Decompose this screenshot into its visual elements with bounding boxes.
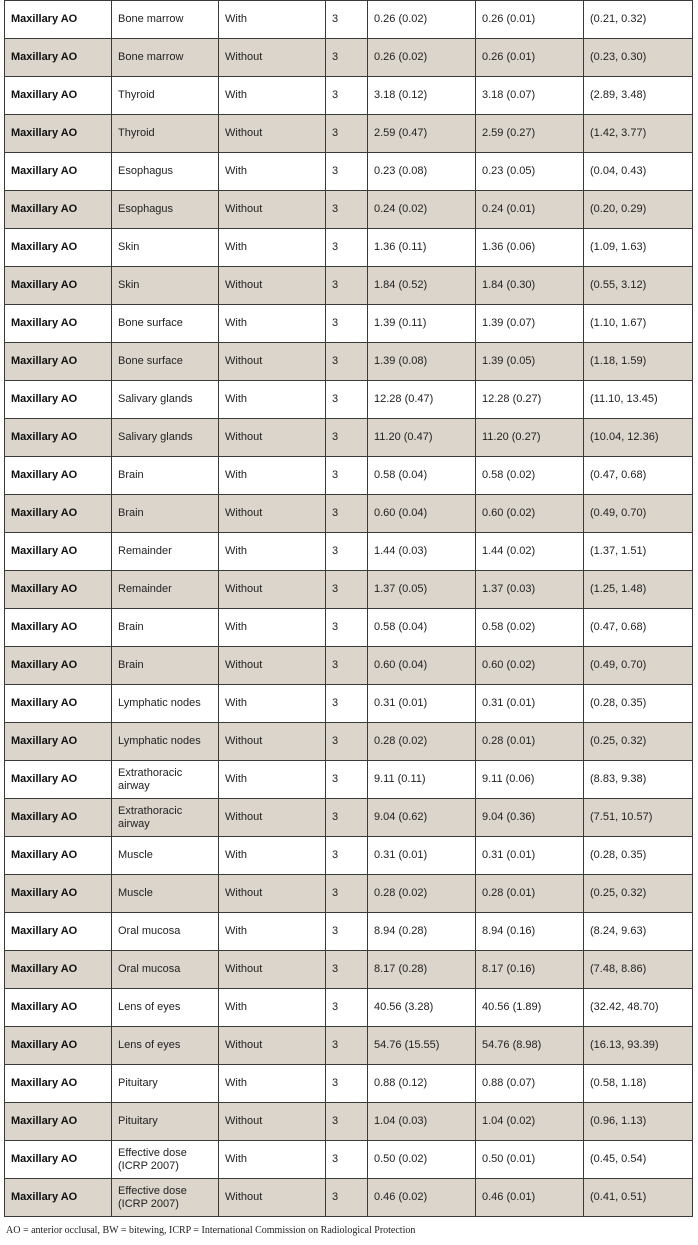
cell-collar: Without bbox=[219, 191, 326, 229]
table-row bbox=[5, 799, 693, 837]
cell-collar: With bbox=[219, 685, 326, 723]
table-row bbox=[5, 115, 693, 153]
table-row bbox=[5, 1179, 693, 1217]
table-row bbox=[5, 419, 693, 457]
cell-mean-sd: 0.46 (0.02) bbox=[368, 1179, 476, 1217]
cell-ci: (0.49, 0.70) bbox=[584, 647, 693, 685]
cell-ci: (0.41, 0.51) bbox=[584, 1179, 693, 1217]
cell-mean-sd: 0.58 (0.04) bbox=[368, 609, 476, 647]
table-row bbox=[5, 647, 693, 685]
cell-organ: Skin bbox=[112, 229, 219, 267]
cell-collar: With bbox=[219, 1141, 326, 1179]
cell-organ: Brain bbox=[112, 647, 219, 685]
cell-ci: (11.10, 13.45) bbox=[584, 381, 693, 419]
cell-ci: (0.28, 0.35) bbox=[584, 837, 693, 875]
cell-mean-se: 0.24 (0.01) bbox=[476, 191, 584, 229]
cell-collar: With bbox=[219, 609, 326, 647]
cell-mean-se: 0.60 (0.02) bbox=[476, 495, 584, 533]
cell-exam: Maxillary AO bbox=[5, 1179, 112, 1217]
cell-n: 3 bbox=[326, 267, 368, 305]
cell-mean-sd: 9.04 (0.62) bbox=[368, 799, 476, 837]
cell-mean-se: 1.44 (0.02) bbox=[476, 533, 584, 571]
cell-organ: Extrathoracic airway bbox=[112, 761, 219, 799]
cell-collar: With bbox=[219, 305, 326, 343]
cell-n: 3 bbox=[326, 1179, 368, 1217]
cell-n: 3 bbox=[326, 1027, 368, 1065]
cell-n: 3 bbox=[326, 77, 368, 115]
cell-exam: Maxillary AO bbox=[5, 153, 112, 191]
cell-mean-se: 0.58 (0.02) bbox=[476, 609, 584, 647]
table-row bbox=[5, 267, 693, 305]
cell-collar: Without bbox=[219, 267, 326, 305]
cell-exam: Maxillary AO bbox=[5, 1, 112, 39]
table-row bbox=[5, 571, 693, 609]
cell-mean-se: 1.36 (0.06) bbox=[476, 229, 584, 267]
cell-organ: Effective dose (ICRP 2007) bbox=[112, 1179, 219, 1217]
cell-organ: Oral mucosa bbox=[112, 913, 219, 951]
cell-mean-se: 0.31 (0.01) bbox=[476, 685, 584, 723]
cell-ci: (8.83, 9.38) bbox=[584, 761, 693, 799]
cell-mean-se: 12.28 (0.27) bbox=[476, 381, 584, 419]
cell-ci: (7.51, 10.57) bbox=[584, 799, 693, 837]
table-row bbox=[5, 495, 693, 533]
cell-organ: Lens of eyes bbox=[112, 1027, 219, 1065]
cell-organ: Lymphatic nodes bbox=[112, 723, 219, 761]
cell-organ: Bone marrow bbox=[112, 39, 219, 77]
cell-ci: (0.45, 0.54) bbox=[584, 1141, 693, 1179]
cell-ci: (0.25, 0.32) bbox=[584, 875, 693, 913]
cell-exam: Maxillary AO bbox=[5, 1103, 112, 1141]
cell-mean-sd: 1.36 (0.11) bbox=[368, 229, 476, 267]
cell-n: 3 bbox=[326, 1141, 368, 1179]
cell-n: 3 bbox=[326, 723, 368, 761]
cell-ci: (0.47, 0.68) bbox=[584, 609, 693, 647]
cell-collar: With bbox=[219, 913, 326, 951]
table-row bbox=[5, 1065, 693, 1103]
cell-mean-se: 1.39 (0.07) bbox=[476, 305, 584, 343]
cell-collar: Without bbox=[219, 951, 326, 989]
table-row bbox=[5, 685, 693, 723]
cell-collar: Without bbox=[219, 495, 326, 533]
cell-mean-sd: 12.28 (0.47) bbox=[368, 381, 476, 419]
cell-ci: (0.58, 1.18) bbox=[584, 1065, 693, 1103]
cell-n: 3 bbox=[326, 609, 368, 647]
cell-organ: Skin bbox=[112, 267, 219, 305]
cell-n: 3 bbox=[326, 571, 368, 609]
cell-exam: Maxillary AO bbox=[5, 1141, 112, 1179]
cell-mean-se: 11.20 (0.27) bbox=[476, 419, 584, 457]
cell-collar: Without bbox=[219, 115, 326, 153]
cell-exam: Maxillary AO bbox=[5, 267, 112, 305]
cell-n: 3 bbox=[326, 1, 368, 39]
cell-n: 3 bbox=[326, 951, 368, 989]
cell-mean-sd: 8.17 (0.28) bbox=[368, 951, 476, 989]
cell-exam: Maxillary AO bbox=[5, 761, 112, 799]
cell-organ: Remainder bbox=[112, 533, 219, 571]
table-row bbox=[5, 191, 693, 229]
cell-mean-sd: 9.11 (0.11) bbox=[368, 761, 476, 799]
cell-organ: Muscle bbox=[112, 875, 219, 913]
cell-mean-sd: 54.76 (15.55) bbox=[368, 1027, 476, 1065]
table-row bbox=[5, 1027, 693, 1065]
table-row bbox=[5, 1103, 693, 1141]
cell-organ: Extrathoracic airway bbox=[112, 799, 219, 837]
cell-ci: (2.89, 3.48) bbox=[584, 77, 693, 115]
cell-collar: With bbox=[219, 153, 326, 191]
cell-n: 3 bbox=[326, 229, 368, 267]
cell-n: 3 bbox=[326, 191, 368, 229]
cell-mean-se: 0.60 (0.02) bbox=[476, 647, 584, 685]
cell-exam: Maxillary AO bbox=[5, 571, 112, 609]
cell-mean-se: 54.76 (8.98) bbox=[476, 1027, 584, 1065]
cell-mean-sd: 1.37 (0.05) bbox=[368, 571, 476, 609]
table-row bbox=[5, 305, 693, 343]
cell-organ: Salivary glands bbox=[112, 419, 219, 457]
cell-exam: Maxillary AO bbox=[5, 609, 112, 647]
table-row bbox=[5, 533, 693, 571]
cell-ci: (10.04, 12.36) bbox=[584, 419, 693, 457]
cell-organ: Bone surface bbox=[112, 343, 219, 381]
cell-n: 3 bbox=[326, 1103, 368, 1141]
cell-exam: Maxillary AO bbox=[5, 39, 112, 77]
cell-mean-se: 0.58 (0.02) bbox=[476, 457, 584, 495]
cell-organ: Pituitary bbox=[112, 1103, 219, 1141]
table-row bbox=[5, 457, 693, 495]
cell-organ: Effective dose (ICRP 2007) bbox=[112, 1141, 219, 1179]
cell-mean-sd: 0.31 (0.01) bbox=[368, 837, 476, 875]
cell-exam: Maxillary AO bbox=[5, 951, 112, 989]
cell-organ: Oral mucosa bbox=[112, 951, 219, 989]
dose-table bbox=[4, 0, 693, 1217]
cell-collar: Without bbox=[219, 647, 326, 685]
cell-organ: Pituitary bbox=[112, 1065, 219, 1103]
cell-collar: With bbox=[219, 761, 326, 799]
cell-organ: Bone marrow bbox=[112, 1, 219, 39]
cell-mean-se: 9.04 (0.36) bbox=[476, 799, 584, 837]
cell-n: 3 bbox=[326, 343, 368, 381]
cell-mean-se: 0.31 (0.01) bbox=[476, 837, 584, 875]
cell-mean-se: 2.59 (0.27) bbox=[476, 115, 584, 153]
cell-mean-se: 8.17 (0.16) bbox=[476, 951, 584, 989]
cell-exam: Maxillary AO bbox=[5, 647, 112, 685]
cell-n: 3 bbox=[326, 799, 368, 837]
cell-mean-se: 0.88 (0.07) bbox=[476, 1065, 584, 1103]
cell-organ: Muscle bbox=[112, 837, 219, 875]
cell-mean-sd: 0.26 (0.02) bbox=[368, 1, 476, 39]
cell-mean-se: 0.26 (0.01) bbox=[476, 1, 584, 39]
cell-exam: Maxillary AO bbox=[5, 1027, 112, 1065]
cell-ci: (1.18, 1.59) bbox=[584, 343, 693, 381]
cell-organ: Lymphatic nodes bbox=[112, 685, 219, 723]
cell-ci: (1.25, 1.48) bbox=[584, 571, 693, 609]
cell-ci: (0.47, 0.68) bbox=[584, 457, 693, 495]
cell-exam: Maxillary AO bbox=[5, 305, 112, 343]
cell-collar: Without bbox=[219, 799, 326, 837]
cell-n: 3 bbox=[326, 685, 368, 723]
cell-n: 3 bbox=[326, 153, 368, 191]
cell-mean-sd: 0.58 (0.04) bbox=[368, 457, 476, 495]
cell-mean-se: 8.94 (0.16) bbox=[476, 913, 584, 951]
cell-ci: (0.23, 0.30) bbox=[584, 39, 693, 77]
cell-mean-se: 0.28 (0.01) bbox=[476, 875, 584, 913]
cell-mean-se: 1.37 (0.03) bbox=[476, 571, 584, 609]
cell-collar: Without bbox=[219, 723, 326, 761]
cell-mean-sd: 0.60 (0.04) bbox=[368, 647, 476, 685]
cell-exam: Maxillary AO bbox=[5, 533, 112, 571]
cell-mean-sd: 1.04 (0.03) bbox=[368, 1103, 476, 1141]
cell-mean-sd: 1.84 (0.52) bbox=[368, 267, 476, 305]
cell-exam: Maxillary AO bbox=[5, 913, 112, 951]
cell-organ: Lens of eyes bbox=[112, 989, 219, 1027]
cell-collar: Without bbox=[219, 1027, 326, 1065]
cell-mean-sd: 0.50 (0.02) bbox=[368, 1141, 476, 1179]
cell-collar: Without bbox=[219, 1103, 326, 1141]
table-row bbox=[5, 989, 693, 1027]
cell-mean-sd: 40.56 (3.28) bbox=[368, 989, 476, 1027]
cell-ci: (32.42, 48.70) bbox=[584, 989, 693, 1027]
cell-n: 3 bbox=[326, 495, 368, 533]
cell-mean-se: 1.84 (0.30) bbox=[476, 267, 584, 305]
cell-exam: Maxillary AO bbox=[5, 191, 112, 229]
cell-collar: With bbox=[219, 381, 326, 419]
cell-collar: Without bbox=[219, 571, 326, 609]
table-row bbox=[5, 77, 693, 115]
cell-collar: Without bbox=[219, 39, 326, 77]
cell-n: 3 bbox=[326, 837, 368, 875]
cell-organ: Brain bbox=[112, 457, 219, 495]
cell-collar: With bbox=[219, 837, 326, 875]
cell-exam: Maxillary AO bbox=[5, 685, 112, 723]
cell-ci: (0.55, 3.12) bbox=[584, 267, 693, 305]
cell-ci: (7.48, 8.86) bbox=[584, 951, 693, 989]
cell-organ: Esophagus bbox=[112, 153, 219, 191]
cell-n: 3 bbox=[326, 647, 368, 685]
cell-mean-se: 0.23 (0.05) bbox=[476, 153, 584, 191]
cell-organ: Remainder bbox=[112, 571, 219, 609]
cell-ci: (0.49, 0.70) bbox=[584, 495, 693, 533]
cell-exam: Maxillary AO bbox=[5, 457, 112, 495]
cell-ci: (1.37, 1.51) bbox=[584, 533, 693, 571]
cell-ci: (0.96, 1.13) bbox=[584, 1103, 693, 1141]
cell-collar: Without bbox=[219, 875, 326, 913]
cell-n: 3 bbox=[326, 875, 368, 913]
cell-mean-se: 0.50 (0.01) bbox=[476, 1141, 584, 1179]
cell-ci: (0.28, 0.35) bbox=[584, 685, 693, 723]
cell-organ: Bone surface bbox=[112, 305, 219, 343]
cell-mean-sd: 0.26 (0.02) bbox=[368, 39, 476, 77]
cell-exam: Maxillary AO bbox=[5, 989, 112, 1027]
cell-mean-sd: 8.94 (0.28) bbox=[368, 913, 476, 951]
cell-n: 3 bbox=[326, 381, 368, 419]
cell-mean-se: 0.46 (0.01) bbox=[476, 1179, 584, 1217]
cell-exam: Maxillary AO bbox=[5, 115, 112, 153]
cell-collar: With bbox=[219, 989, 326, 1027]
cell-ci: (0.25, 0.32) bbox=[584, 723, 693, 761]
cell-organ: Brain bbox=[112, 609, 219, 647]
table-row bbox=[5, 343, 693, 381]
cell-mean-se: 0.26 (0.01) bbox=[476, 39, 584, 77]
cell-mean-se: 40.56 (1.89) bbox=[476, 989, 584, 1027]
cell-mean-se: 1.04 (0.02) bbox=[476, 1103, 584, 1141]
table-row bbox=[5, 951, 693, 989]
cell-exam: Maxillary AO bbox=[5, 419, 112, 457]
cell-collar: With bbox=[219, 1065, 326, 1103]
cell-organ: Thyroid bbox=[112, 77, 219, 115]
table-row bbox=[5, 381, 693, 419]
table-row bbox=[5, 875, 693, 913]
cell-collar: With bbox=[219, 77, 326, 115]
cell-n: 3 bbox=[326, 913, 368, 951]
cell-ci: (0.20, 0.29) bbox=[584, 191, 693, 229]
cell-ci: (16.13, 93.39) bbox=[584, 1027, 693, 1065]
table-row bbox=[5, 1, 693, 39]
cell-exam: Maxillary AO bbox=[5, 1065, 112, 1103]
cell-mean-sd: 2.59 (0.47) bbox=[368, 115, 476, 153]
cell-n: 3 bbox=[326, 533, 368, 571]
table-row bbox=[5, 609, 693, 647]
table-row bbox=[5, 39, 693, 77]
cell-ci: (0.04, 0.43) bbox=[584, 153, 693, 191]
cell-exam: Maxillary AO bbox=[5, 229, 112, 267]
table-row bbox=[5, 913, 693, 951]
cell-mean-sd: 1.44 (0.03) bbox=[368, 533, 476, 571]
cell-collar: With bbox=[219, 1, 326, 39]
cell-mean-sd: 0.28 (0.02) bbox=[368, 875, 476, 913]
cell-n: 3 bbox=[326, 39, 368, 77]
cell-n: 3 bbox=[326, 419, 368, 457]
cell-ci: (1.09, 1.63) bbox=[584, 229, 693, 267]
cell-ci: (8.24, 9.63) bbox=[584, 913, 693, 951]
cell-ci: (1.10, 1.67) bbox=[584, 305, 693, 343]
table-row bbox=[5, 723, 693, 761]
cell-mean-se: 3.18 (0.07) bbox=[476, 77, 584, 115]
cell-exam: Maxillary AO bbox=[5, 723, 112, 761]
cell-exam: Maxillary AO bbox=[5, 77, 112, 115]
cell-ci: (1.42, 3.77) bbox=[584, 115, 693, 153]
cell-exam: Maxillary AO bbox=[5, 343, 112, 381]
cell-n: 3 bbox=[326, 115, 368, 153]
cell-collar: With bbox=[219, 457, 326, 495]
cell-exam: Maxillary AO bbox=[5, 495, 112, 533]
cell-mean-sd: 11.20 (0.47) bbox=[368, 419, 476, 457]
cell-mean-sd: 0.28 (0.02) bbox=[368, 723, 476, 761]
cell-organ: Salivary glands bbox=[112, 381, 219, 419]
cell-mean-sd: 0.23 (0.08) bbox=[368, 153, 476, 191]
table-row bbox=[5, 837, 693, 875]
table-row bbox=[5, 153, 693, 191]
cell-mean-se: 1.39 (0.05) bbox=[476, 343, 584, 381]
cell-exam: Maxillary AO bbox=[5, 799, 112, 837]
cell-collar: Without bbox=[219, 419, 326, 457]
table-footnote: AO = anterior occlusal, BW = bitewing, ICRP = International Commission on Radiological Protection bbox=[6, 1225, 416, 1236]
cell-collar: Without bbox=[219, 343, 326, 381]
cell-mean-sd: 1.39 (0.11) bbox=[368, 305, 476, 343]
cell-n: 3 bbox=[326, 457, 368, 495]
cell-mean-sd: 0.60 (0.04) bbox=[368, 495, 476, 533]
table-row bbox=[5, 1141, 693, 1179]
cell-mean-sd: 3.18 (0.12) bbox=[368, 77, 476, 115]
cell-collar: With bbox=[219, 229, 326, 267]
cell-ci: (0.21, 0.32) bbox=[584, 1, 693, 39]
cell-n: 3 bbox=[326, 761, 368, 799]
cell-mean-se: 9.11 (0.06) bbox=[476, 761, 584, 799]
cell-n: 3 bbox=[326, 305, 368, 343]
cell-n: 3 bbox=[326, 1065, 368, 1103]
cell-mean-se: 0.28 (0.01) bbox=[476, 723, 584, 761]
cell-exam: Maxillary AO bbox=[5, 837, 112, 875]
table-row bbox=[5, 761, 693, 799]
cell-exam: Maxillary AO bbox=[5, 875, 112, 913]
cell-organ: Brain bbox=[112, 495, 219, 533]
cell-exam: Maxillary AO bbox=[5, 381, 112, 419]
cell-mean-sd: 1.39 (0.08) bbox=[368, 343, 476, 381]
cell-organ: Thyroid bbox=[112, 115, 219, 153]
cell-mean-sd: 0.24 (0.02) bbox=[368, 191, 476, 229]
cell-n: 3 bbox=[326, 989, 368, 1027]
cell-collar: Without bbox=[219, 1179, 326, 1217]
cell-collar: With bbox=[219, 533, 326, 571]
cell-organ: Esophagus bbox=[112, 191, 219, 229]
table-row bbox=[5, 229, 693, 267]
cell-mean-sd: 0.31 (0.01) bbox=[368, 685, 476, 723]
cell-mean-sd: 0.88 (0.12) bbox=[368, 1065, 476, 1103]
